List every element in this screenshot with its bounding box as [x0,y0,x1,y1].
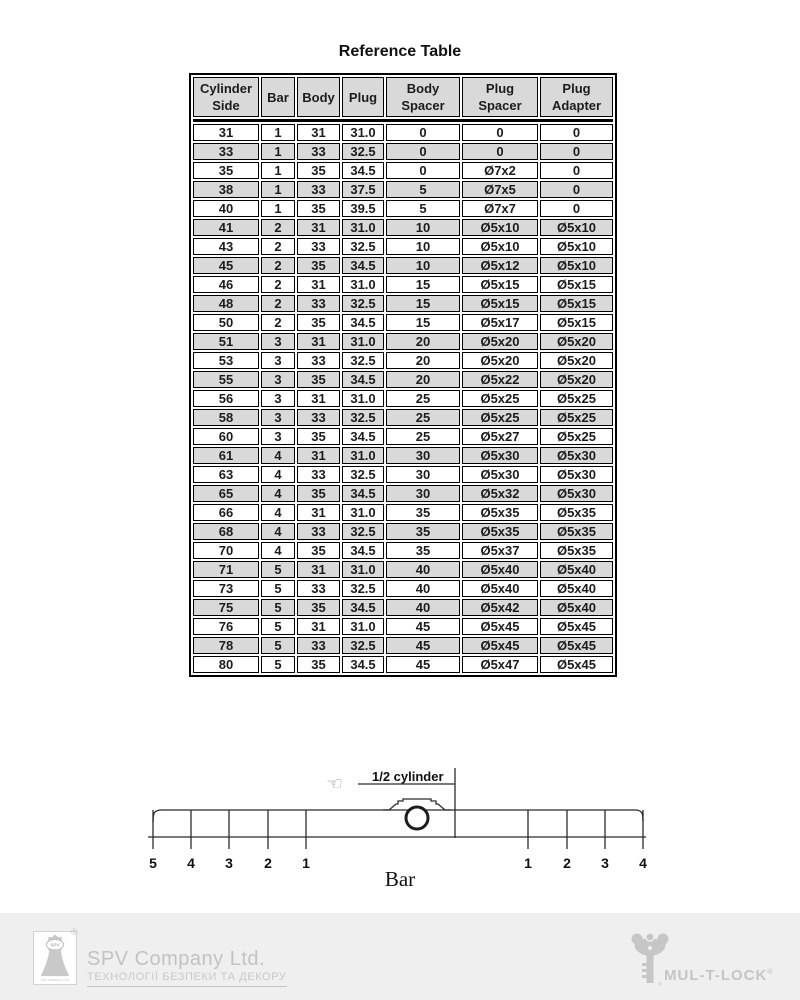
table-cell: 34.5 [342,314,384,331]
table-row [193,181,613,198]
table-cell: 32.5 [342,295,384,312]
table-cell: 2 [261,295,295,312]
table-cell: 4 [261,523,295,540]
table-cell: 33 [297,181,340,198]
table-cell: 31 [297,333,340,350]
table-cell: 10 [386,219,460,236]
table-cell: 1 [261,143,295,160]
table-cell: Ø5x15 [462,295,538,312]
table-cell: 51 [193,333,259,350]
table-cell: Ø5x10 [462,219,538,236]
table-cell: 31.0 [342,561,384,578]
table-row [193,542,613,559]
spv-logo-box [33,931,77,985]
table-row [193,599,613,616]
table-cell: 80 [193,656,259,673]
header-line: Adapter [551,98,602,113]
tick-number-right: 4 [639,855,647,871]
table-cell: 0 [540,124,613,141]
table-cell: 34.5 [342,485,384,502]
reference-table [189,73,617,677]
cylinder-diagram-svg [130,760,670,895]
table-cell: 10 [386,257,460,274]
tick-number-left: 4 [187,855,195,871]
table-cell: 35 [297,542,340,559]
table-cell: 25 [386,409,460,426]
table-cell: 33 [297,352,340,369]
table-cell: 0 [540,181,613,198]
table-cell: Ø5x20 [540,352,613,369]
column-header-body [297,77,340,117]
table-cell: 70 [193,542,259,559]
table-cell: 2 [261,219,295,236]
table-cell: 5 [261,561,295,578]
table-row [193,219,613,236]
table-cell: Ø5x35 [540,504,613,521]
table-cell: 35 [297,599,340,616]
table-cell: 1 [261,124,295,141]
table-cell: Ø5x42 [462,599,538,616]
table-row [193,390,613,407]
table-cell: Ø5x35 [462,504,538,521]
table-cell: 33 [297,238,340,255]
table-cell: 35 [297,200,340,217]
table-cell: Ø5x40 [540,580,613,597]
table-cell: 58 [193,409,259,426]
table-cell: 2 [261,257,295,274]
table-cell: 35 [297,162,340,179]
table-cell: Ø5x32 [462,485,538,502]
table-row [193,200,613,217]
table-cell: 65 [193,485,259,502]
cylinder-diagram [130,760,670,895]
table-row [193,333,613,350]
column-header-plug-spacer [462,77,538,117]
table-cell: 2 [261,314,295,331]
spv-company-name: SPV Company Ltd. [87,948,266,970]
table-cell: 3 [261,352,295,369]
table-cell: 35 [193,162,259,179]
table-cell: Ø5x25 [540,390,613,407]
table-cell: 3 [261,428,295,445]
table-row [193,257,613,274]
table-cell: 4 [261,466,295,483]
cylinder-top-line [153,810,643,822]
table-cell: 20 [386,371,460,388]
table-cell: Ø5x45 [462,618,538,635]
table-cell: 3 [261,390,295,407]
header-line: Plug [485,81,515,96]
table-cell: 37.5 [342,181,384,198]
table-cell: 40 [386,561,460,578]
table-cell: 31.0 [342,276,384,293]
table-row [193,637,613,654]
table-row [193,238,613,255]
table-cell: Ø5x45 [540,637,613,654]
table-cell: 4 [261,485,295,502]
spv-logo-caption: SPV COMPANY LTD [40,977,70,982]
table-cell: 31.0 [342,333,384,350]
table-cell: 35 [386,504,460,521]
table-cell: 31 [297,618,340,635]
table-cell: 31.0 [342,618,384,635]
table-cell: 31 [193,124,259,141]
table-cell: Ø5x40 [540,599,613,616]
table-cell: 2 [261,238,295,255]
table-cell: 0 [540,200,613,217]
tick-number-right: 1 [524,855,532,871]
table-cell: Ø5x15 [540,276,613,293]
half-cylinder-label: 1/2 cylinder [372,769,444,784]
table-cell: 4 [261,447,295,464]
tick-number-right: 2 [563,855,571,871]
table-cell: 5 [261,618,295,635]
spv-logo-text: SPV [50,943,60,949]
table-cell: 40 [193,200,259,217]
table-cell: Ø5x25 [540,428,613,445]
table-cell: 0 [540,143,613,160]
table-cell: 46 [193,276,259,293]
table-cell: 1 [261,162,295,179]
table-cell: 73 [193,580,259,597]
table-cell: Ø5x10 [462,238,538,255]
table-cell: 34.5 [342,257,384,274]
table-row [193,523,613,540]
table-cell: 61 [193,447,259,464]
table-row [193,314,613,331]
table-cell: Ø5x15 [462,276,538,293]
table-cell: Ø5x35 [540,523,613,540]
pointing-hand-icon: ☜ [326,773,344,795]
table-cell: 32.5 [342,466,384,483]
table-cell: Ø5x37 [462,542,538,559]
table-cell: 1 [261,200,295,217]
table-cell: 0 [540,162,613,179]
table-cell: 32.5 [342,523,384,540]
table-cell: 56 [193,390,259,407]
table-cell: 31 [297,504,340,521]
footer [0,913,800,1000]
table-cell: Ø5x10 [540,257,613,274]
table-cell: Ø5x30 [462,447,538,464]
table-cell: 0 [386,162,460,179]
table-cell: 32.5 [342,637,384,654]
table-cell: 5 [261,637,295,654]
table-row [193,618,613,635]
table-cell: Ø5x20 [462,352,538,369]
column-header-cylinder-side [193,77,259,117]
table-cell: 31.0 [342,390,384,407]
table-cell: 33 [297,466,340,483]
table-row [193,466,613,483]
table-cell: 0 [386,143,460,160]
header-line: Side [212,98,240,113]
table-cell: Ø5x35 [462,523,538,540]
table-cell: 39.5 [342,200,384,217]
table-cell: Ø7x2 [462,162,538,179]
table-cell: 2 [261,276,295,293]
table-cell: 33 [297,143,340,160]
table-cell: 31 [297,219,340,236]
table-cell: 15 [386,276,460,293]
table-cell: 66 [193,504,259,521]
table-cell: Ø7x5 [462,181,538,198]
table-cell: 34.5 [342,162,384,179]
table-cell: 32.5 [342,143,384,160]
table-cell: 33 [297,637,340,654]
column-header-body-spacer [386,77,460,117]
tick-number-left: 3 [225,855,233,871]
header-line: Plug [348,89,378,105]
table-cell: 0 [462,143,538,160]
table-cell: 31.0 [342,447,384,464]
table-cell: Ø5x15 [540,295,613,312]
table-cell: 34.5 [342,371,384,388]
table-cell: Ø5x15 [540,314,613,331]
tick-number-left: 2 [264,855,272,871]
header-divider [193,119,613,122]
table-cell: Ø5x45 [462,637,538,654]
table-cell: 0 [462,124,538,141]
table-cell: 45 [193,257,259,274]
table-row [193,580,613,597]
column-header-plug-adapter [540,77,613,117]
tick-number-left: 5 [149,855,157,871]
table-cell: Ø5x10 [540,219,613,236]
table-cell: 20 [386,333,460,350]
table-cell: 5 [261,580,295,597]
header-line: Plug [562,81,591,96]
table-row [193,409,613,426]
table-cell: 31 [297,124,340,141]
table-cell: 10 [386,238,460,255]
table-cell: 60 [193,428,259,445]
table-cell: Ø5x20 [540,333,613,350]
table-cell: 1 [261,181,295,198]
tick-number-left: 1 [302,855,310,871]
table-cell: Ø5x10 [540,238,613,255]
table-cell: 35 [297,428,340,445]
table-cell: 76 [193,618,259,635]
table-header-row [193,77,613,117]
table-cell: 4 [261,504,295,521]
table-cell: 35 [297,656,340,673]
table-cell: 33 [193,143,259,160]
table-cell: 33 [297,523,340,540]
table-cell: Ø5x27 [462,428,538,445]
table-row [193,561,613,578]
cam-hole [406,807,428,829]
table-cell: 35 [297,314,340,331]
table-cell: 31.0 [342,504,384,521]
bar-label: Bar [384,867,416,891]
table-cell: 31 [297,447,340,464]
table-cell: 31.0 [342,219,384,236]
table-cell: 30 [386,447,460,464]
table-cell: Ø5x40 [462,580,538,597]
header-line: Bar [267,89,289,105]
table-cell: 30 [386,466,460,483]
table-cell: Ø5x25 [540,409,613,426]
table-cell: Ø5x40 [462,561,538,578]
table-cell: Ø5x40 [540,561,613,578]
table-cell: Ø5x25 [462,409,538,426]
table-cell: 48 [193,295,259,312]
table-cell: Ø5x20 [540,371,613,388]
table-row [193,162,613,179]
table-cell: 45 [386,618,460,635]
table-cell: 75 [193,599,259,616]
table-cell: 45 [386,656,460,673]
multlock-icon-registered-mark: ® [658,982,662,987]
table-cell: 78 [193,637,259,654]
table-cell: 25 [386,428,460,445]
table-row [193,428,613,445]
header-line: Spacer [401,98,445,113]
table-cell: 34.5 [342,656,384,673]
table-row [193,371,613,388]
column-header-bar [261,77,295,117]
table-cell: 40 [386,580,460,597]
table-cell: Ø5x30 [540,485,613,502]
table-cell: 25 [386,390,460,407]
table-cell: 32.5 [342,352,384,369]
table-row [193,485,613,502]
multlock-registered-mark: ® [767,969,774,976]
table-cell: Ø5x35 [540,542,613,559]
table-cell: 34.5 [342,542,384,559]
table-cell: 45 [386,637,460,654]
table-cell: 38 [193,181,259,198]
table-cell: 33 [297,409,340,426]
table-row [193,143,613,160]
table-cell: 35 [386,542,460,559]
spv-tagline: ТЕХНОЛОГІЇ БЕЗПЕКИ ТА ДЕКОРУ [87,971,287,987]
table-body [193,124,613,673]
table-cell: 5 [261,656,295,673]
table-cell: 3 [261,333,295,350]
table-cell: Ø5x25 [462,390,538,407]
table-cell: 34.5 [342,428,384,445]
table-cell: Ø5x30 [540,447,613,464]
table-cell: 31 [297,390,340,407]
header-line: Body [302,89,335,105]
table-cell: 33 [297,580,340,597]
table-cell: 30 [386,485,460,502]
table-cell: Ø5x47 [462,656,538,673]
table-cell: 32.5 [342,238,384,255]
table-cell: 31 [297,561,340,578]
table-row [193,276,613,293]
table-row [193,124,613,141]
table-cell: 50 [193,314,259,331]
table-cell: 71 [193,561,259,578]
table-cell: 15 [386,295,460,312]
table-cell: 55 [193,371,259,388]
table-cell: Ø5x45 [540,618,613,635]
table-cell: 68 [193,523,259,540]
tick-number-right: 3 [601,855,609,871]
header-line: Cylinder [199,81,252,96]
table-cell: 43 [193,238,259,255]
table-cell: 40 [386,599,460,616]
table-cell: 0 [386,124,460,141]
table-cell: Ø5x20 [462,333,538,350]
header-line: Body [406,81,440,96]
table-cell: 5 [261,599,295,616]
multlock-brand-text: MUL-T-LOCK [664,967,768,984]
table-cell: 5 [386,200,460,217]
page-title: Reference Table [338,43,462,60]
table-cell: 35 [297,257,340,274]
table-row [193,656,613,673]
table-row [193,352,613,369]
table-cell: 4 [261,542,295,559]
table-cell: 41 [193,219,259,236]
table-cell: 53 [193,352,259,369]
table-row [193,447,613,464]
table-cell: 3 [261,409,295,426]
table-cell: 20 [386,352,460,369]
table-cell: Ø5x45 [540,656,613,673]
table-row [193,295,613,312]
table-cell: 15 [386,314,460,331]
table-cell: Ø5x12 [462,257,538,274]
table-cell: 63 [193,466,259,483]
table-cell: 3 [261,371,295,388]
table-cell: 35 [386,523,460,540]
multlock-brand [664,967,773,984]
table-cell: Ø5x30 [462,466,538,483]
table-cell: 31 [297,276,340,293]
spv-registered-mark: ® [71,927,78,937]
header-divider-line [193,119,613,122]
table-cell: 32.5 [342,580,384,597]
table-cell: 31.0 [342,124,384,141]
spv-logo-icon [34,932,76,984]
table-cell: 34.5 [342,599,384,616]
table-cell: Ø7x7 [462,200,538,217]
table-cell: Ø5x17 [462,314,538,331]
table-cell: Ø5x22 [462,371,538,388]
table-cell: 33 [297,295,340,312]
table-row [193,504,613,521]
table-cell: 5 [386,181,460,198]
table-cell: 35 [297,371,340,388]
table-cell: 35 [297,485,340,502]
header-line: Spacer [478,98,522,113]
table-cell: 32.5 [342,409,384,426]
column-header-plug [342,77,384,117]
table-cell: Ø5x30 [540,466,613,483]
